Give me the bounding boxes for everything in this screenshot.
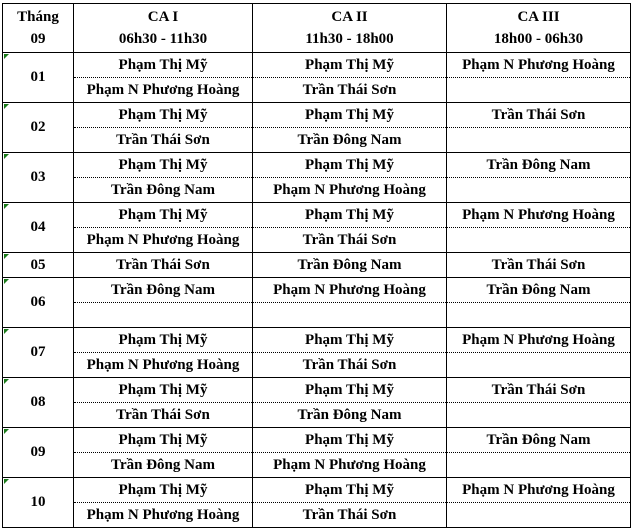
shift-2-staff-cell: Trần Thái Sơn [253, 228, 447, 253]
day-cell: 10 [3, 478, 74, 528]
shift-schedule-table [2, 3, 631, 528]
table-row [3, 428, 631, 453]
table-row [3, 453, 631, 478]
header-shift-1-name: CA I [147, 8, 179, 25]
shift-1-staff-cell [74, 303, 253, 328]
day-cell: 08 [3, 378, 74, 428]
day-cell: 06 [3, 278, 74, 328]
shift-3-staff-cell [447, 78, 631, 103]
shift-3-staff-cell [447, 178, 631, 203]
day-cell: 03 [3, 153, 74, 203]
shift-2-staff-cell: Phạm Thị Mỹ [253, 378, 447, 403]
shift-1-staff-cell: Trần Thái Sơn [74, 128, 253, 153]
shift-1-staff-cell: Phạm Thị Mỹ [74, 103, 253, 128]
header-shift-2 [253, 4, 447, 53]
day-cell: 02 [3, 103, 74, 153]
header-shift-2-name: CA II [331, 8, 368, 25]
table-row [3, 328, 631, 353]
shift-1-staff-cell: Phạm N Phương Hoàng [74, 228, 253, 253]
day-cell: 04 [3, 203, 74, 253]
shift-3-staff-cell [447, 453, 631, 478]
table-row [3, 478, 631, 503]
shift-2-staff-cell: Trần Thái Sơn [253, 503, 447, 528]
shift-2-staff-cell [253, 303, 447, 328]
header-shift-3-name: CA III [517, 8, 560, 25]
table-row [3, 203, 631, 228]
shift-3-staff-cell: Trần Đông Nam [447, 153, 631, 178]
shift-2-staff-cell: Phạm Thị Mỹ [253, 203, 447, 228]
shift-1-staff-cell: Trần Thái Sơn [74, 253, 253, 278]
table-row [3, 353, 631, 378]
shift-2-staff-cell: Phạm Thị Mỹ [253, 153, 447, 178]
table-row [3, 78, 631, 103]
table-row [3, 253, 631, 278]
day-cell: 05 [3, 253, 74, 278]
shift-3-staff-cell [447, 228, 631, 253]
shift-3-staff-cell: Trần Đông Nam [447, 428, 631, 453]
shift-2-staff-cell: Trần Thái Sơn [253, 353, 447, 378]
table-row [3, 153, 631, 178]
schedule-body [3, 53, 631, 528]
day-cell: 09 [3, 428, 74, 478]
shift-1-staff-cell: Phạm Thị Mỹ [74, 153, 253, 178]
shift-2-staff-cell: Trần Đông Nam [253, 253, 447, 278]
shift-2-staff-cell: Phạm Thị Mỹ [253, 103, 447, 128]
header-shift-1-time: 06h30 - 11h30 [118, 31, 208, 47]
shift-3-staff-cell [447, 403, 631, 428]
shift-3-staff-cell [447, 353, 631, 378]
shift-2-staff-cell: Trần Đông Nam [253, 403, 447, 428]
shift-1-staff-cell: Trần Đông Nam [74, 178, 253, 203]
shift-1-staff-cell: Trần Đông Nam [74, 278, 253, 303]
header-shift-1 [74, 4, 253, 53]
shift-1-staff-cell: Phạm Thị Mỹ [74, 378, 253, 403]
header-shift-3-time: 18h00 - 06h30 [493, 31, 584, 47]
table-row [3, 503, 631, 528]
table-row [3, 53, 631, 78]
shift-2-staff-cell: Trần Đông Nam [253, 128, 447, 153]
shift-2-staff-cell: Trần Thái Sơn [253, 78, 447, 103]
shift-2-staff-cell: Phạm Thị Mỹ [253, 478, 447, 503]
shift-3-staff-cell: Phạm N Phương Hoàng [447, 478, 631, 503]
header-month-label: Tháng [17, 8, 59, 25]
shift-1-staff-cell: Trần Thái Sơn [74, 403, 253, 428]
header-shift-3 [447, 4, 631, 53]
table-row [3, 128, 631, 153]
table-row [3, 103, 631, 128]
shift-3-staff-cell [447, 303, 631, 328]
table-row [3, 303, 631, 328]
table-row [3, 228, 631, 253]
shift-3-staff-cell: Trần Đông Nam [447, 278, 631, 303]
day-cell: 01 [3, 53, 74, 103]
shift-2-staff-cell: Phạm Thị Mỹ [253, 428, 447, 453]
shift-1-staff-cell: Trần Đông Nam [74, 453, 253, 478]
shift-2-staff-cell: Phạm N Phương Hoàng [253, 453, 447, 478]
table-row [3, 278, 631, 303]
shift-3-staff-cell: Trần Thái Sơn [447, 103, 631, 128]
table-row [3, 378, 631, 403]
shift-1-staff-cell: Phạm N Phương Hoàng [74, 78, 253, 103]
shift-1-staff-cell: Phạm Thị Mỹ [74, 428, 253, 453]
shift-2-staff-cell: Phạm N Phương Hoàng [253, 178, 447, 203]
shift-3-staff-cell: Trần Thái Sơn [447, 253, 631, 278]
shift-1-staff-cell: Phạm N Phương Hoàng [74, 503, 253, 528]
header-row [3, 4, 631, 53]
shift-3-staff-cell: Phạm N Phương Hoàng [447, 328, 631, 353]
shift-3-staff-cell: Phạm N Phương Hoàng [447, 53, 631, 78]
shift-1-staff-cell: Phạm N Phương Hoàng [74, 353, 253, 378]
shift-3-staff-cell: Phạm N Phương Hoàng [447, 203, 631, 228]
shift-1-staff-cell: Phạm Thị Mỹ [74, 203, 253, 228]
shift-3-staff-cell: Trần Thái Sơn [447, 378, 631, 403]
shift-2-staff-cell: Phạm N Phương Hoàng [253, 278, 447, 303]
header-month-value: 09 [30, 31, 46, 47]
header-shift-2-time: 11h30 - 18h00 [305, 31, 394, 47]
shift-2-staff-cell: Phạm Thị Mỹ [253, 328, 447, 353]
shift-3-staff-cell [447, 128, 631, 153]
shift-3-staff-cell [447, 503, 631, 528]
table-row [3, 178, 631, 203]
day-cell: 07 [3, 328, 74, 378]
shift-1-staff-cell: Phạm Thị Mỹ [74, 478, 253, 503]
shift-1-staff-cell: Phạm Thị Mỹ [74, 328, 253, 353]
shift-1-staff-cell: Phạm Thị Mỹ [74, 53, 253, 78]
header-month [3, 4, 74, 53]
shift-2-staff-cell: Phạm Thị Mỹ [253, 53, 447, 78]
table-row [3, 403, 631, 428]
